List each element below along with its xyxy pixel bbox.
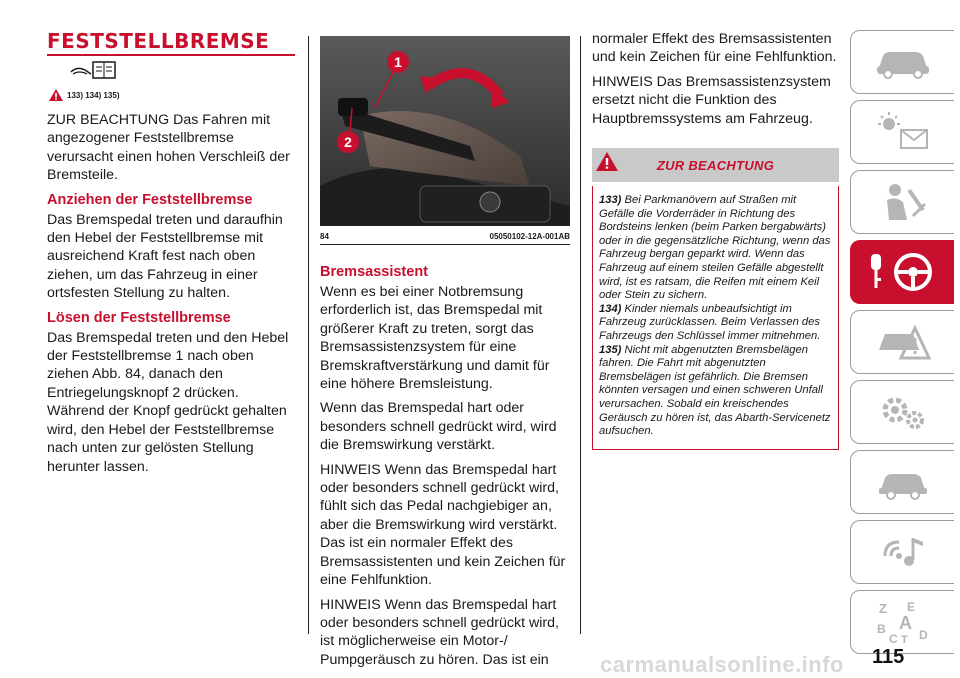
warning-triangle-car-icon <box>873 320 933 364</box>
callout-2: 2 <box>344 134 352 150</box>
column-3 <box>592 30 839 450</box>
heading-brake-assist: Bremsassistent <box>320 264 428 280</box>
manual-book-icon <box>69 60 117 80</box>
column-divider-1 <box>308 36 309 634</box>
seatbelt-airbag-icon <box>873 180 933 224</box>
section-title: FESTSTELLBREMSE <box>47 29 270 53</box>
paragraph-assist-4: HINWEIS Wenn das Bremspedal hart oder besonders schnell gedrückt wird, ist möglicherweise ein Motor-/ Pumpgeräusch zu hören. Das ist ein <box>320 596 559 668</box>
index-letters-icon <box>871 597 935 647</box>
intro-paragraph: ZUR BEACHTUNG Das Fahren mit angezogener Feststellbremse verursacht einen hohen Verschleiß der Bremsteile. <box>47 112 290 184</box>
column-1 <box>47 30 297 476</box>
svg-text:T: T <box>900 634 908 646</box>
warning-item-133 <box>599 194 832 303</box>
svg-text:E: E <box>906 600 915 614</box>
tab-dashboard[interactable] <box>850 100 954 164</box>
warning-number-134: 134) <box>599 302 622 315</box>
car-icon <box>873 44 933 80</box>
svg-text:B: B <box>876 622 886 636</box>
heading-apply: Anziehen der Feststellbremse <box>47 191 253 208</box>
warning-text-134: Kinder niemals unbeaufsichtigt im Fahrzeug zurücklassen. Beim Verlassen des Fahrzeugs den Schlüssel immer mitnehmen. <box>599 302 821 342</box>
car-specs-icon <box>873 460 933 504</box>
paragraph-hint: HINWEIS Das Bremsassistenzsystem ersetzt nicht die Funktion des Hauptbremssystems am Fahrzeug. <box>592 73 831 127</box>
warning-triangle-icon <box>49 89 63 101</box>
parking-brake-illustration <box>320 36 570 226</box>
column-divider-2 <box>580 36 581 634</box>
callout-1: 1 <box>394 54 402 70</box>
warning-triangle-icon <box>596 152 618 171</box>
warning-number-133: 133) <box>599 194 622 207</box>
figure-number: 84 <box>320 232 329 241</box>
warning-text-133: Bei Parkmanövern auf Straßen mit Gefälle die Vorderräder in Richtung des Bordsteins lenken (beim Parken bergabwärts) oder in die gegensätzliche Richtung, wenn das Fahrzeug bergan geparkt wird. Wenn das Fahrzeug auf einem steilen Gefälle abgestellt wird, ist es ratsam, die Reifen mit einem Keil oder Stein zu sichern. <box>599 194 831 302</box>
paragraph-apply: Das Bremspedal treten und daraufhin den Hebel der Feststellbremse mit ausreichend Kraft fest nach oben ziehen, um das Fahrzeug in einer ortsfesten Stellung zu halten. <box>47 211 283 302</box>
warning-refs-text: 133) 134) 135) <box>67 90 120 100</box>
warning-item-134 <box>599 303 832 344</box>
paragraph-assist-3: HINWEIS Wenn das Bremspedal hart oder besonders schnell gedrückt wird, fühlt sich das Pedal nachgiebiger an, aber die Bremswirkung wird verstärkt. Das ist ein normaler Effekt des Bremsassistenten und kein Zeichen für eine Fehlfunktion. <box>320 461 566 589</box>
tab-car[interactable] <box>850 30 954 94</box>
paragraph-assist-2: Wenn das Bremspedal hart oder besonders schnell gedrückt wird, wird die Bremswirkung verstärkt. <box>320 400 557 454</box>
title-rule <box>47 54 295 56</box>
svg-text:D: D <box>918 628 928 642</box>
tab-multimedia[interactable] <box>850 520 954 584</box>
warning-label: ZUR BEACHTUNG <box>656 157 775 173</box>
tab-safety[interactable] <box>850 170 954 234</box>
tab-specs[interactable] <box>850 450 954 514</box>
watermark: carmanualsonline.info <box>600 652 844 677</box>
tab-starting-driving[interactable] <box>850 240 954 304</box>
paragraph-release: Das Bremspedal treten und den Hebel der Feststellbremse 1 nach oben ziehen Abb. 84, danach den Entriegelungsknopf 2 drücken. Während der Knopf gedrückt gehalten wird, den Hebel der Feststellbremse nach unten zur gelösten Stellung herunter lassen. <box>47 329 289 475</box>
svg-text:A: A <box>898 613 912 633</box>
heading-release: Lösen der Feststellbremse <box>47 309 231 326</box>
multimedia-icon <box>873 530 933 574</box>
tab-index[interactable] <box>850 590 954 654</box>
maintenance-gears-icon <box>873 390 933 434</box>
tab-emergency[interactable] <box>850 310 954 374</box>
warning-box <box>592 186 839 450</box>
figure-parking-brake <box>320 36 570 226</box>
dashboard-lights-icon <box>873 110 933 154</box>
warning-refs <box>49 89 297 101</box>
svg-text:C: C <box>888 632 898 646</box>
figure-caption <box>320 232 570 245</box>
page-number: 115 <box>872 646 905 668</box>
paragraph-assist-1: Wenn es bei einer Notbremsung erforderlich ist, das Bremspedal mit größerer Kraft zu treten, sorgt das Bremsassistenzsystem für eine Bremskraftverstärkung und damit für eine höhere Bremsleistung. <box>320 284 550 393</box>
warning-header <box>592 148 839 182</box>
column-2 <box>320 36 570 669</box>
paragraph-continued: normaler Effekt des Bremsassistenten und kein Zeichen für eine Fehlfunktion. <box>592 31 837 66</box>
tab-maintenance[interactable] <box>850 380 954 444</box>
warning-item-135 <box>599 344 832 439</box>
svg-text:Z: Z <box>878 601 887 616</box>
key-steering-wheel-icon <box>865 250 941 294</box>
figure-code: 05050102-12A-001AB <box>489 232 570 241</box>
warning-number-135: 135) <box>599 343 622 356</box>
warning-text-135: Nicht mit abgenutzten Bremsbelägen fahren. Die Fahrt mit abgenutzten Bremsbelägen ist gefährlich. Die Bremsen könnten versagen und einen schweren Unfall verursachen. Sobald ein kreischendes Geräusch zu hören ist, das Abarth-Servicenetz aufsuchen. <box>599 343 831 438</box>
